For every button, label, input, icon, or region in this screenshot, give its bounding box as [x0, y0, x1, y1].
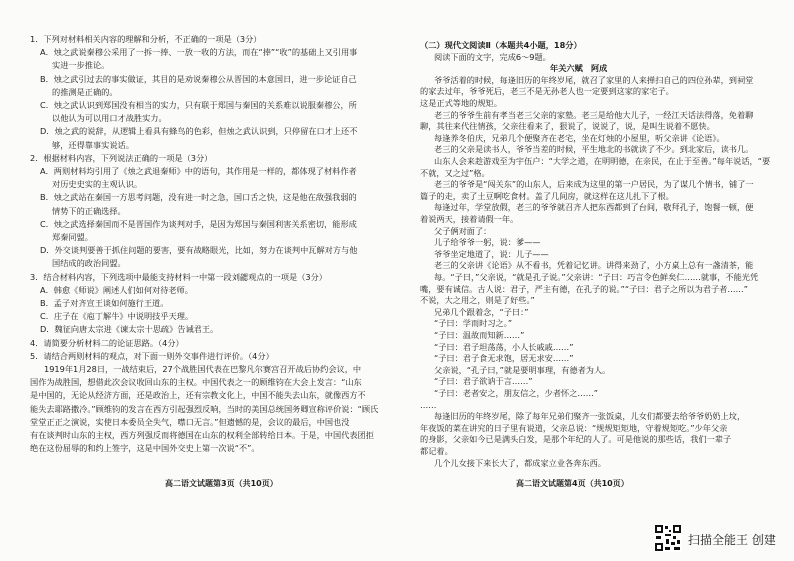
left-line: A．两则材料均引用了《烛之武退秦师》中的语句，其作用是一样的，都体现了材料作者 — [40, 166, 357, 176]
right-line: “子曰：老者安之，朋友信之，少者怀之……” — [434, 388, 599, 398]
left-line: 是中国的，无论从经济方面，还是政治上，还有宗教文化上，中国不能失去山东，就像西方不 — [30, 390, 366, 401]
right-line: 爷爷活着的时候，每逢旧历的年终岁尾，就召了家里的人来掸扫自己的四位孙辈，到祠堂 — [434, 74, 754, 85]
right-line: 着说两天，接着请假一年。 — [420, 214, 519, 224]
left-line: 国作为战胜国，想借此次会议收回山东的主权。中国代表之一的顾维钧在大会上发言：“山东 — [30, 377, 362, 388]
left-line: 实进一步推论。 — [52, 60, 110, 71]
left-line: B．孟子对齐宣王谈如何施行王道。 — [40, 298, 169, 308]
left-line: 5．请结合两则材料的观点，对下面一则外交事件进行评价。（4分） — [30, 350, 274, 361]
right-line: 父子俩对面了： — [434, 225, 492, 236]
right-line: …… — [420, 399, 437, 410]
right-page-footer: 高二语文试题第4页（共10页） — [516, 479, 629, 488]
right-line: 老三的爷爷是“闯关东”的山东人，后来成为这里的第一户居民，为了谋几个情书，铺了一 — [434, 179, 754, 190]
left-line: 郑秦同盟。 — [52, 232, 93, 242]
left-line: 堂堂正正之演说，实使日本委员全失气，噤口无言。”但遗憾的是，会议的最后，中国也没 — [30, 416, 350, 427]
left-line: A．烛之武说秦穆公采用了一拆一捧、一放一收的方法，而在“捧”“收”的基础上又引用事 — [40, 47, 358, 58]
left-line: 能失去耶路撒冷。”顾维钧的发言在西方引起强烈反响，当时的美国总统国务卿宣称评价说：“顾氏 — [30, 403, 379, 414]
left-line: C．烛之武选择秦国而不是晋国作为谈判对手，是因为郑国与秦国利害关系密切，能形成 — [40, 218, 357, 229]
left-line: 4．请简要分析材料二的论证思路。（4分） — [30, 337, 184, 348]
left-line: B．烛之武引过去的事实做证，其目的是劝说秦穆公从晋国的本意国日，进一步论证自己 — [40, 73, 357, 84]
scanner-watermark: 扫描全能王 创建 — [688, 533, 776, 547]
right-line: “子曰：君子欲讷于言……” — [434, 376, 533, 387]
left-line: 对历史史实的主观认识。 — [52, 179, 143, 190]
right-line: 山东人会来趁游戏至为宇伍户：“大学之道，在明明德，在亲民，在止于至善。”每年说话，“要 — [434, 156, 771, 166]
right-line: “子曰：温故而知新……” — [434, 330, 525, 340]
right-line: 父亲说，“孔子曰，”就是要明事理，有德者为人。 — [434, 364, 611, 375]
right-line: 老三的父亲讲《论语》从不看书，凭着记忆讲。讲得来劲了，小方桌上总有一盏清茶，能 — [434, 260, 754, 271]
right-line: 不就，又之过”格。 — [420, 167, 490, 178]
left-line: 1．下列对材料相关内容的理解和分析，不正确的一项是（3分） — [30, 34, 262, 44]
left-line: D．外交谈判要善于抓住问题的要害，要有战略眼光，比如，努力在谈判中瓦解对方与他 — [40, 245, 358, 256]
right-line: （二）现代文阅读Ⅱ（本题共4小题，18分） — [420, 40, 582, 50]
right-line: 儿子给爷爷一躬，说：爹—— — [434, 237, 541, 248]
right-line: 不说，大之用之，则是了好些。” — [420, 295, 535, 306]
left-line: A．韩愈《师说》阐述人们如何对待老师。 — [40, 284, 193, 295]
left-line: 国结成的政治同盟。 — [52, 258, 126, 269]
right-line: 每逢旧历的年终岁尾，除了每年兄弟们聚齐一张饭桌，儿女们都要去给爷爷奶奶上坟， — [434, 411, 746, 422]
right-line: 每逢养冬伯庆，兄弟几个便聚齐在老宅，坐在灯烛的小屋里，听父亲讲《论语》。 — [434, 132, 725, 143]
left-line: 够，还得靠事实说话。 — [52, 139, 134, 150]
right-line: 阅读下面的文字，完成6～9题。 — [434, 51, 551, 62]
right-line: “子曰：君子食无求饱，居无求安……” — [434, 353, 574, 364]
left-line: 1919年1月28日，一战结束后，27个战胜国代表在巴黎凡尔赛宫召开战后协约会议，中 — [44, 364, 362, 374]
right-line: 嘴，要有诚信。古人说：君子，严主有德，在孔子的说。”“子曰：君子之所以为君子者……” — [420, 283, 748, 294]
right-line: 老三的爷爷生前有孝当老三父亲的家塾。老三是给他大儿子，一经江天话法得落，免着聊 — [434, 109, 754, 120]
right-line: 聊，其往来代往情孩，父亲往看来了，狠说了，说说了，说，是叫生说着不愿快。 — [420, 121, 715, 132]
left-line: 情势下的正确选择。 — [52, 205, 126, 216]
left-line: C．庄子在《庖丁解牛》中说明技乎天理。 — [40, 311, 194, 322]
right-line: 篇子的走，卖了土豆啊吃食材。盖了几间房，就这样在这儿扎下了根。 — [420, 190, 674, 201]
right-line: “子曰：君子坦荡荡，小人长戚戚……” — [434, 341, 574, 352]
right-line: 都记着。 — [420, 446, 453, 456]
left-line: 的推测是正确的。 — [52, 86, 118, 97]
right-line: 每。“子曰，”父亲说，“就是孔子说。”父亲讲：“子曰：巧言令色鲜矣仁……就事，不能光凭 — [434, 272, 759, 282]
right-line: 这是正式等地的规矩。 — [420, 98, 502, 108]
right-line: 兄弟几个跟着念，“子曰：” — [434, 306, 529, 317]
qr-code-icon — [654, 524, 682, 552]
left-line: C．烛之武认识到郑国没有相当的实力，只有联于郑国与秦国的关系难以说服秦穆公，所 — [40, 100, 357, 110]
left-line: B．烛之武站在秦国一方思考问题，没有进一时之急，国口舌之快，这是他在敌强我弱的 — [40, 192, 357, 203]
left-line: 2．根据材料内容，下列说法正确的一项是（3分） — [30, 152, 213, 163]
left-page-footer: 高二语文试题第3页（共10页） — [165, 479, 278, 488]
left-line: D．魏征向唐太宗进《谏太宗十思疏》告诫君王。 — [40, 324, 219, 335]
right-line: 爷爷坐定地道了，说：儿子—— — [434, 248, 549, 259]
right-line: 的身影，父亲如今已是满头白发，是那个年纪的人了。可是他说的那些话，我们一辈子 — [420, 434, 732, 445]
right-line: 老三的父亲是读书人，爷爷当差的时候，平生地北的书就读了不少。到北家后，读书几。 — [434, 144, 754, 155]
right-line: 几个儿女接下来长大了，都成家立业各奔东西。 — [434, 457, 606, 468]
left-line: 绝在这份屈辱的和约上签字，这是中国外交史上第一次说“不”。 — [30, 443, 260, 454]
left-line: 以他认为可以用口才战胜实力。 — [52, 113, 167, 124]
left-line: D．烛之武的说辞，从逻辑上看具有蜂鸟的色彩，但烛之武认识到，只停留在口才上还不 — [40, 126, 358, 137]
right-line: 年夜饭的菜在讲究的日子里有说道，父亲总说：“规规矩矩地，守着规矩吃。”少年父亲 — [420, 422, 728, 433]
left-line: 有在谈判时山东的主权，西方列强反而将德国在山东的权利全部转给日本。于是，中国代表团拒 — [30, 430, 374, 440]
right-line: “子曰：学而时习之。” — [434, 318, 513, 329]
left-line: 3．结合材料内容，下列选项中最能支持材料一中第一段刘勰观点的一项是（3分） — [30, 271, 327, 282]
right-line: 年关六赋 阿成 — [550, 63, 608, 74]
right-line: 每逢过年，学堂放假，老三的爷爷就召齐人把东西都到了台间，敬拜孔子，饱餐一顿，便 — [434, 202, 754, 213]
right-line: 的家去过年，爷爷死后，老三不是无孙老人也一定要到这家的家宅子。 — [420, 86, 674, 97]
